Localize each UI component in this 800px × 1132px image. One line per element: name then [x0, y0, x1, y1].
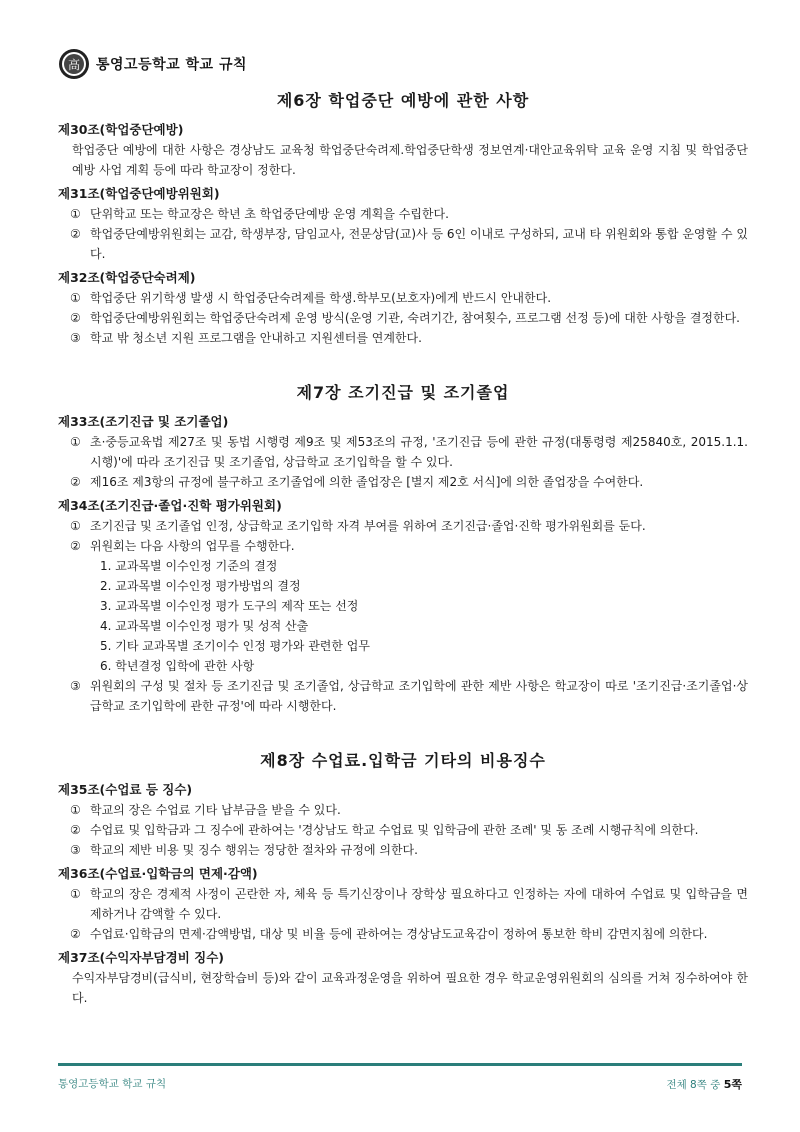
clause-number: ③: [70, 843, 81, 857]
svg-text:高: 高: [67, 58, 81, 72]
clause: [58, 536, 748, 556]
clause-number: ①: [70, 207, 81, 221]
clause: [58, 328, 748, 348]
clause: [58, 432, 748, 472]
article-title: 제35조(수업료 등 징수): [58, 782, 193, 797]
sub-item: 3. 교과목별 이수인정 평가 도구의 제작 또는 선정: [100, 599, 359, 613]
footer-title: 통영고등학교 학교 규칙: [58, 1078, 167, 1090]
clause-text: 학교 밖 청소년 지원 프로그램을 안내하고 지원센터를 연계한다.: [90, 331, 422, 345]
article-title: 제32조(학업중단숙려제): [58, 270, 196, 285]
chapter-7-title: 제7장 조기진급 및 조기졸업: [296, 383, 510, 402]
clause-text: 단위학교 또는 학교장은 학년 초 학업중단예방 운영 계획을 수립한다.: [90, 207, 449, 221]
clause-text: 학교의 장은 수업료 기타 납부금을 받을 수 있다.: [90, 803, 341, 817]
clause: [58, 308, 748, 328]
clause-number: ②: [70, 475, 81, 489]
article-body: 학업중단 예방에 대한 사항은 경상남도 교육청 학업중단숙려제.학업중단학생 정보연계·대안교육위탁 교육 운영 지침 및 학업중단예방 사업 계획 등에 따라 학교장이 정한다.: [72, 143, 748, 177]
clause: [58, 800, 748, 820]
chapter-8-title: 제8장 수업료.입학금 기타의 비용징수: [260, 751, 546, 770]
clause-number: ①: [70, 291, 81, 305]
clause-text: 학업중단 위기학생 발생 시 학업중단숙려제를 학생.학부모(보호자)에게 반드시 안내한다.: [90, 291, 552, 305]
clause-text: 수업료·입학금의 면제·감액방법, 대상 및 비율 등에 관하여는 경상남도교육감이 정하여 통보한 학비 감면지침에 의한다.: [90, 927, 708, 941]
page-number: [666, 1076, 742, 1092]
clause-text: 학교의 제반 비용 및 징수 행위는 정당한 절차와 규정에 의한다.: [90, 843, 418, 857]
sub-item: 1. 교과목별 이수인정 기준의 결정: [100, 559, 278, 573]
clause-text: 조기진급 및 조기졸업 인정, 상급학교 조기입학 자격 부여를 위하여 조기진급·졸업·진학 평가위원회를 둔다.: [90, 519, 646, 533]
clause: [58, 288, 748, 308]
page-header: [58, 46, 247, 82]
article-31: [58, 184, 748, 264]
header-title: 통영고등학교 학교 규칙: [96, 57, 247, 73]
clause-text: 학교의 장은 경제적 사정이 곤란한 자, 체육 등 특기신장이나 장학상 필요하다고 인정하는 자에 대하여 수업료 및 입학금을 면제하거나 감액할 수 있다.: [90, 887, 748, 921]
clause-number: ②: [70, 823, 81, 837]
clause-text: 학업중단예방위원회는 학업중단숙려제 운영 방식(운영 기관, 숙려기간, 참여횟수, 프로그램 선정 등)에 대한 사항을 결정한다.: [90, 311, 740, 325]
article-37: [58, 948, 748, 1008]
clause: [58, 204, 748, 224]
clause-text: 학업중단예방위원회는 교감, 학생부장, 담임교사, 전문상담(교)사 등 6인 이내로 구성하되, 교내 타 위원회와 통합 운영할 수 있다.: [90, 227, 748, 261]
clause: [58, 924, 748, 944]
sub-item: 4. 교과목별 이수인정 평가 및 성적 산출: [100, 619, 309, 633]
clause-number: ①: [70, 435, 81, 449]
footer-divider: [58, 1063, 742, 1066]
clause-number: ②: [70, 927, 81, 941]
article-title: 제31조(학업중단예방위원회): [58, 186, 220, 201]
clause-number: ②: [70, 311, 81, 325]
clause-number: ③: [70, 331, 81, 345]
article-30: [58, 120, 748, 180]
article-34: [58, 496, 748, 716]
clause: [58, 820, 748, 840]
sub-item: 2. 교과목별 이수인정 평가방법의 결정: [100, 579, 301, 593]
clause-text: 초·중등교육법 제27조 및 동법 시행령 제9조 및 제53조의 규정, '조기진급 등에 관한 규정(대통령령 제25840호, 2015.1.1. 시행)'에 따라 조기진급 및 조기졸업, 상급학교 조기입학을 할 수 있다.: [90, 435, 748, 469]
clause: [58, 516, 748, 536]
article-35: [58, 780, 748, 860]
clause: [58, 884, 748, 924]
article-title: 제37조(수익자부담경비 징수): [58, 950, 224, 965]
clause-number: ②: [70, 539, 81, 553]
sub-item: 5. 기타 교과목별 조기이수 인정 평가와 관련한 업무: [100, 639, 370, 653]
article-33: [58, 412, 748, 492]
clause: [58, 676, 748, 716]
clause: [58, 472, 748, 492]
clause-number: ②: [70, 227, 81, 241]
article-36: [58, 864, 748, 944]
chapter-6-title: 제6장 학업중단 예방에 관한 사항: [276, 91, 530, 110]
clause-text: 위원회는 다음 사항의 업무를 수행한다.: [90, 539, 295, 553]
page-total: 전체 8쪽 중: [666, 1079, 721, 1091]
article-title: 제36조(수업료·입학금의 면제·감액): [58, 866, 258, 881]
clause-text: 수업료 및 입학금과 그 징수에 관하여는 '경상남도 학교 수업료 및 입학금에 관한 조례' 및 동 조례 시행규칙에 의한다.: [90, 823, 699, 837]
school-emblem-icon: [58, 48, 90, 80]
clause: [58, 840, 748, 860]
clause-number: ①: [70, 803, 81, 817]
clause-number: ①: [70, 519, 81, 533]
clause-text: 제16조 제3항의 규정에 불구하고 조기졸업에 의한 졸업장은 [별지 제2호 서식]에 의한 졸업장을 수여한다.: [90, 475, 644, 489]
clause: [58, 224, 748, 264]
article-title: 제30조(학업중단예방): [58, 122, 184, 137]
article-32: [58, 268, 748, 348]
clause-number: ①: [70, 887, 81, 901]
clause-text: 위원회의 구성 및 절차 등 조기진급 및 조기졸업, 상급학교 조기입학에 관한 제반 사항은 학교장이 따로 '조기진급·조기졸업·상급학교 조기입학에 관한 규정'에 따라 시행한다.: [90, 679, 748, 713]
article-body: 수익자부담경비(급식비, 현장학습비 등)와 같이 교육과정운영을 위하여 필요한 경우 학교운영위원회의 심의를 거쳐 징수하여야 한다.: [72, 971, 748, 1005]
sub-item: 6. 학년결정 입학에 관한 사항: [100, 659, 255, 673]
document-body: [58, 90, 748, 1012]
clause-number: ③: [70, 679, 81, 693]
page-current: 5쪽: [723, 1078, 742, 1091]
article-title: 제34조(조기진급·졸업·진학 평가위원회): [58, 498, 282, 513]
article-title: 제33조(조기진급 및 조기졸업): [58, 414, 229, 429]
